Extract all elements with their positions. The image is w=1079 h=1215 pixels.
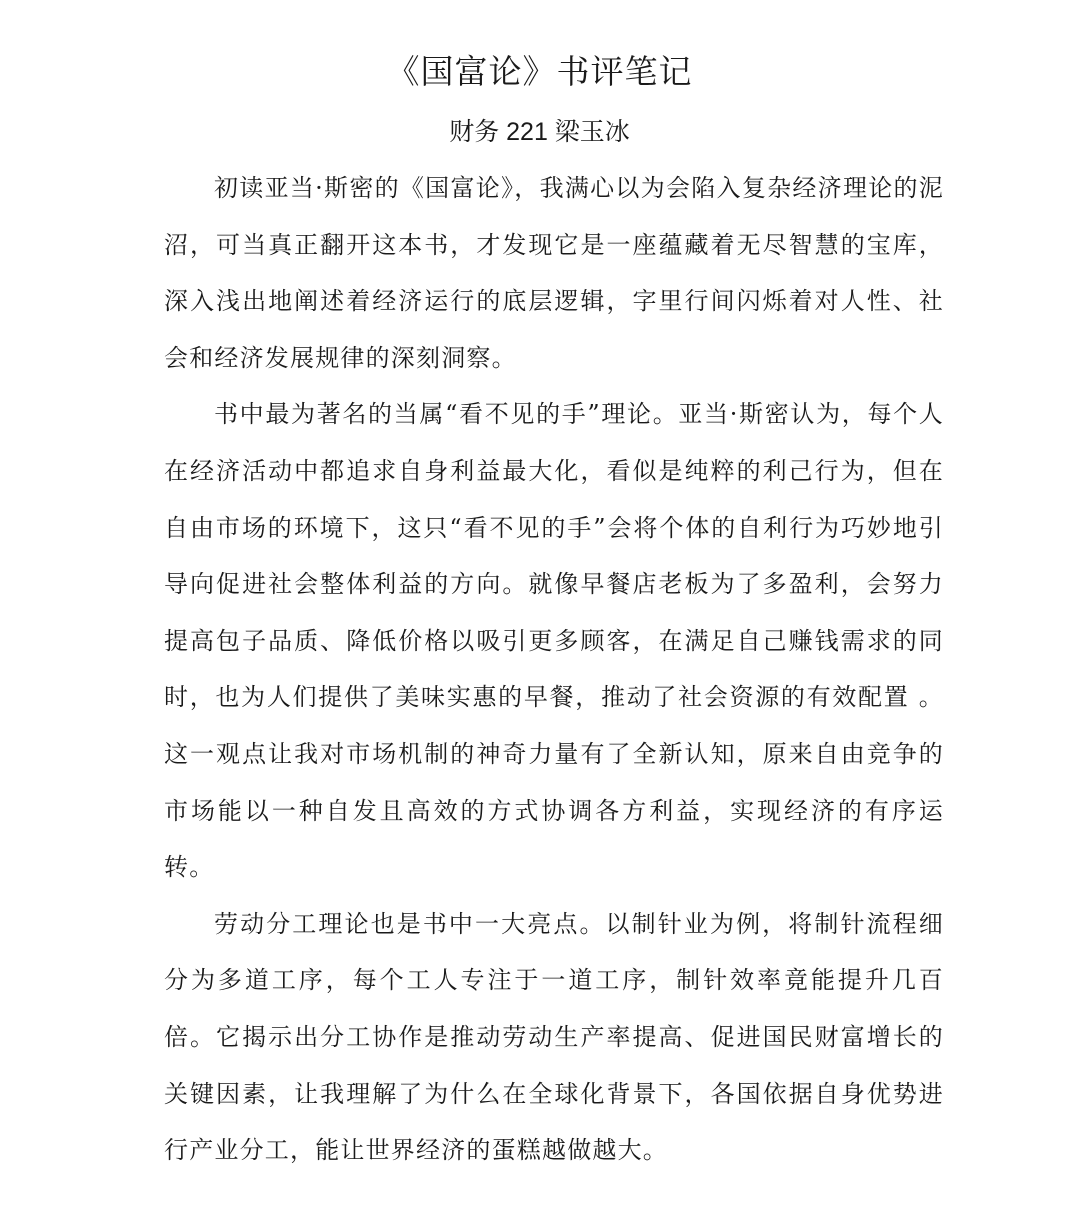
document-body (164, 160, 944, 1179)
paragraph-2: 书中最为著名的当属“看不见的手”理论。亚当·斯密认为，每个人在经济活动中都追求自身利益最大化，看似是纯粹的利己行为，但在自由市场的环境下，这只“看不见的手”会将个体的自利行为巧妙地引导向促进社会整体利益的方向。就像早餐店老板为了多盈利，会努力提高包子品质、降低价格以吸引更多顾客，在满足自己赚钱需求的同时，也为人们提供了美味实惠的早餐，推动了社会资源的有效配置 。这一观点让我对市场机制的神奇力量有了全新认知，原来自由竞争的市场能以一种自发且高效的方式协调各方利益，实现经济的有序运转。 (164, 400, 944, 882)
document-title: 《国富论》书评笔记 (386, 52, 693, 91)
author-line: 财务 221 梁玉冰 (449, 118, 630, 146)
paragraph-3: 劳动分工理论也是书中一大亮点。以制针业为例，将制针流程细分为多道工序，每个工人专注于一道工序，制针效率竟能提升几百倍。它揭示出分工协作是推动劳动生产率提高、促进国民财富增长的关键因素，让我理解了为什么在全球化背景下，各国依据自身优势进行产业分工，能让世界经济的蛋糕越做越大。 (164, 909, 944, 1165)
paragraph-1: 初读亚当·斯密的《国富论》，我满心以为会陷入复杂经济理论的泥沼，可当真正翻开这本书，才发现它是一座蕴藏着无尽智慧的宝库，深入浅出地阐述着经济运行的底层逻辑，字里行间闪烁着对人性、社会和经济发展规律的深刻洞察。 (164, 174, 944, 372)
